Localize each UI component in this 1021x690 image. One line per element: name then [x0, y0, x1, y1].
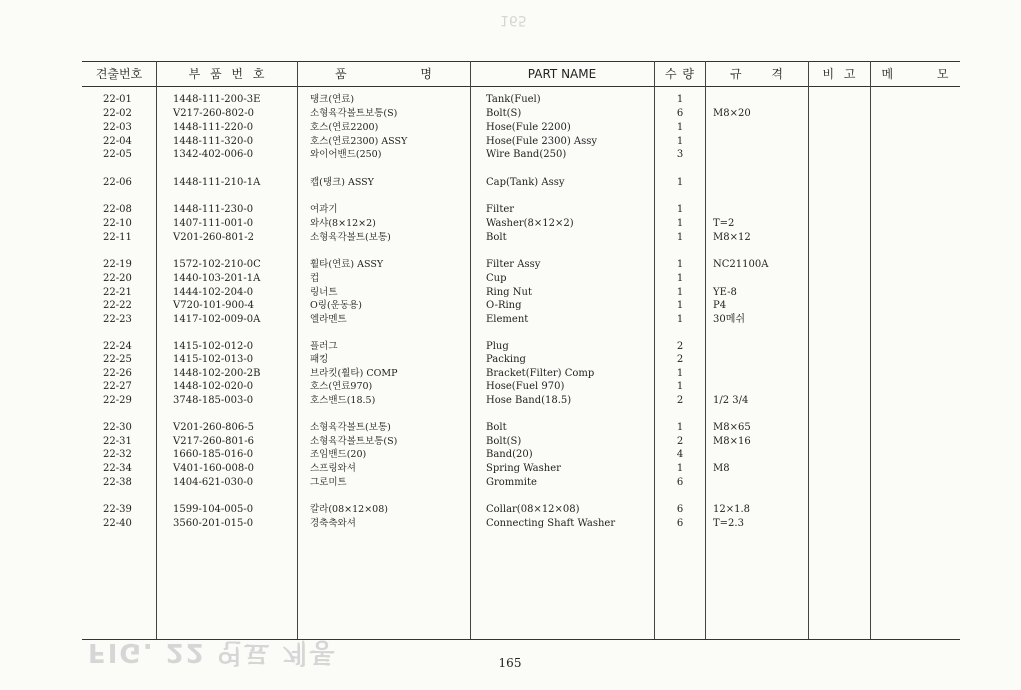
cell-name-en: Filter — [486, 204, 515, 215]
cell-qty: 6 — [676, 477, 684, 488]
cell-name-ko: 와이어밴드(250) — [310, 149, 382, 160]
cell-qty: 6 — [676, 518, 684, 529]
table-row — [0, 258, 1021, 272]
cell-qty: 1 — [676, 300, 684, 311]
cell-qty: 1 — [676, 204, 684, 215]
cell-no: 22-34 — [103, 463, 132, 474]
cell-name-en: Bolt — [486, 232, 507, 243]
cell-name-ko: 소형육각볼트보통(S) — [310, 436, 398, 447]
table-bottom-rule — [82, 639, 960, 640]
table-row — [0, 148, 1021, 162]
cell-spec: M8×12 — [713, 232, 751, 243]
cell-no: 22-31 — [103, 436, 132, 447]
cell-part-no: V720-101-900-4 — [173, 300, 254, 311]
cell-name-ko: 링너트 — [310, 287, 338, 298]
cell-spec: T=2 — [713, 218, 735, 229]
cell-part-no: 3560-201-015-0 — [173, 518, 254, 529]
cell-name-en: Washer(8×12×2) — [486, 218, 574, 229]
cell-name-ko: 컵 — [310, 273, 320, 284]
bleed-through-text-bottom: FIG. 22 연료 계통 — [88, 637, 337, 667]
cell-no: 22-39 — [103, 504, 132, 515]
cell-name-en: Tank(Fuel) — [486, 94, 541, 105]
table-row — [0, 176, 1021, 190]
cell-name-en: Hose Band(18.5) — [486, 395, 572, 406]
cell-part-no: 1448-111-220-0 — [173, 122, 254, 133]
cell-qty: 1 — [676, 136, 684, 147]
cell-name-en: Cap(Tank) Assy — [486, 177, 565, 188]
table-row — [0, 203, 1021, 217]
cell-qty: 1 — [676, 287, 684, 298]
table-row — [0, 121, 1021, 135]
cell-name-en: Ring Nut — [486, 287, 532, 298]
cell-part-no: 1415-102-013-0 — [173, 354, 254, 365]
cell-name-ko: 조임밴드(20) — [310, 449, 367, 460]
header-spec: 규 격 — [730, 67, 783, 81]
cell-part-no: 1448-111-200-3E — [173, 94, 261, 105]
cell-spec: YE-8 — [713, 287, 737, 298]
cell-spec — [713, 121, 803, 135]
header-qty: 수 량 — [665, 67, 694, 81]
cell-name-ko: 스프링와셔 — [310, 463, 356, 474]
table-row — [0, 435, 1021, 449]
cell-part-no: V217-260-801-6 — [173, 436, 254, 447]
cell-qty: 1 — [676, 122, 684, 133]
table-header-rule — [82, 86, 960, 87]
cell-name-en: Bolt(S) — [486, 108, 522, 119]
cell-part-no: 3748-185-003-0 — [173, 395, 254, 406]
cell-part-no: 1440-103-201-1A — [173, 273, 261, 284]
cell-qty: 1 — [676, 218, 684, 229]
cell-name-ko: 경축축와셔 — [310, 518, 356, 529]
cell-name-en: Plug — [486, 341, 509, 352]
cell-part-no: 1448-111-320-0 — [173, 136, 254, 147]
cell-qty: 6 — [676, 504, 684, 515]
cell-qty: 1 — [676, 232, 684, 243]
cell-part-no: V217-260-802-0 — [173, 108, 254, 119]
cell-part-no: 1448-111-210-1A — [173, 177, 261, 188]
cell-name-ko: 호스(연료2200) — [310, 122, 379, 133]
cell-no: 22-27 — [103, 381, 132, 392]
cell-no: 22-05 — [103, 149, 132, 160]
cell-spec — [713, 203, 803, 217]
cell-spec — [713, 367, 803, 381]
cell-spec: M8 — [713, 463, 730, 474]
cell-part-no: 1448-102-200-2B — [173, 368, 261, 379]
cell-name-ko: 소형육각볼트(보통) — [310, 232, 391, 243]
cell-name-en: Connecting Shaft Washer — [486, 518, 616, 529]
cell-qty: 3 — [676, 149, 684, 160]
cell-no: 22-21 — [103, 287, 132, 298]
cell-qty: 1 — [676, 463, 684, 474]
cell-spec: M8×65 — [713, 422, 751, 433]
cell-part-no: V201-260-806-5 — [173, 422, 254, 433]
table-row — [0, 217, 1021, 231]
table-row — [0, 476, 1021, 490]
cell-no: 22-20 — [103, 273, 132, 284]
cell-name-en: Band(20) — [486, 449, 533, 460]
cell-no: 22-11 — [103, 232, 132, 243]
cell-part-no: 1417-102-009-0A — [173, 314, 261, 325]
cell-name-ko: 패킹 — [310, 354, 329, 365]
table-row — [0, 231, 1021, 245]
cell-part-no: V401-160-008-0 — [173, 463, 254, 474]
cell-no: 22-32 — [103, 449, 132, 460]
cell-spec — [713, 93, 803, 107]
cell-qty: 1 — [676, 177, 684, 188]
cell-no: 22-06 — [103, 177, 132, 188]
cell-name-ko: 소형육각볼트보통(S) — [310, 108, 398, 119]
cell-no: 22-01 — [103, 94, 132, 105]
table-row — [0, 135, 1021, 149]
cell-no: 22-30 — [103, 422, 132, 433]
cell-spec: M8×16 — [713, 436, 751, 447]
cell-name-ko: 브라킷(휠타) COMP — [310, 368, 398, 379]
cell-no: 22-02 — [103, 108, 132, 119]
cell-spec: T=2.3 — [713, 518, 744, 529]
table-row — [0, 353, 1021, 367]
cell-name-ko: 휠타(연료) ASSY — [310, 259, 384, 270]
cell-spec — [713, 448, 803, 462]
cell-no: 22-40 — [103, 518, 132, 529]
cell-part-no: 1404-621-030-0 — [173, 477, 254, 488]
table-row — [0, 394, 1021, 408]
header-part-no: 부 품 번 호 — [188, 67, 265, 81]
cell-name-ko: 호스(연료970) — [310, 381, 373, 392]
cell-spec — [713, 135, 803, 149]
cell-name-en: Element — [486, 314, 529, 325]
cell-part-no: 1444-102-204-0 — [173, 287, 254, 298]
cell-name-ko: O링(운동용) — [310, 300, 362, 311]
cell-spec — [713, 176, 803, 190]
cell-qty: 1 — [676, 368, 684, 379]
cell-spec: NC21100A — [713, 259, 769, 270]
cell-spec — [713, 353, 803, 367]
cell-name-en: Hose(Fuel 970) — [486, 381, 565, 392]
cell-name-en: Filter Assy — [486, 259, 541, 270]
cell-qty: 1 — [676, 381, 684, 392]
cell-name-en: Collar(08×12×08) — [486, 504, 580, 515]
cell-name-ko: 와샤(8×12×2) — [310, 218, 376, 229]
cell-name-en: Hose(Fule 2300) Assy — [486, 136, 598, 147]
cell-spec — [713, 476, 803, 490]
cell-no: 22-19 — [103, 259, 132, 270]
cell-qty: 2 — [676, 395, 684, 406]
cell-spec: 30메쉬 — [713, 314, 746, 325]
cell-part-no: 1599-104-005-0 — [173, 504, 254, 515]
table-row — [0, 299, 1021, 313]
table-row — [0, 503, 1021, 517]
header-remarks: 비 고 — [822, 67, 856, 81]
cell-name-en: Packing — [486, 354, 526, 365]
cell-name-ko: 호스(연료2300) ASSY — [310, 136, 408, 147]
table-row — [0, 93, 1021, 107]
cell-no: 22-22 — [103, 300, 132, 311]
cell-no: 22-23 — [103, 314, 132, 325]
cell-name-en: Wire Band(250) — [486, 149, 567, 160]
cell-name-ko: 호스밴드(18.5) — [310, 395, 376, 406]
cell-qty: 1 — [676, 422, 684, 433]
cell-no: 22-25 — [103, 354, 132, 365]
cell-no: 22-04 — [103, 136, 132, 147]
table-row — [0, 380, 1021, 394]
cell-qty: 2 — [676, 354, 684, 365]
cell-part-no: 1448-111-230-0 — [173, 204, 254, 215]
cell-no: 22-08 — [103, 204, 132, 215]
cell-spec: M8×20 — [713, 108, 751, 119]
cell-part-no: V201-260-801-2 — [173, 232, 254, 243]
cell-no: 22-26 — [103, 368, 132, 379]
cell-qty: 4 — [676, 449, 684, 460]
cell-name-en: Cup — [486, 273, 507, 284]
cell-spec — [713, 272, 803, 286]
cell-name-ko: 캡(탱크) ASSY — [310, 177, 374, 188]
cell-no: 22-24 — [103, 341, 132, 352]
cell-no: 22-29 — [103, 395, 132, 406]
table-row — [0, 340, 1021, 354]
cell-no: 22-10 — [103, 218, 132, 229]
cell-name-en: Grommite — [486, 477, 537, 488]
table-row — [0, 107, 1021, 121]
cell-spec — [713, 340, 803, 354]
cell-name-en: Spring Washer — [486, 463, 561, 474]
cell-qty: 1 — [676, 94, 684, 105]
cell-name-ko: 소형육각볼트(보통) — [310, 422, 391, 433]
cell-name-en: Hose(Fule 2200) — [486, 122, 571, 133]
cell-qty: 2 — [676, 341, 684, 352]
bleed-through-text-top: 165 — [500, 12, 527, 28]
cell-name-ko: 플러그 — [310, 341, 338, 352]
cell-qty: 6 — [676, 108, 684, 119]
header-memo: 메 모 — [881, 67, 949, 81]
table-row — [0, 313, 1021, 327]
cell-name-ko: 그로미트 — [310, 477, 347, 488]
header-part-name: PART NAME — [527, 67, 597, 81]
cell-part-no: 1342-402-006-0 — [173, 149, 254, 160]
cell-name-ko: 탱크(연료) — [310, 94, 355, 105]
cell-name-ko: 칼라(08×12×08) — [310, 504, 388, 515]
header-no: 견출번호 — [95, 67, 143, 81]
cell-qty: 1 — [676, 314, 684, 325]
cell-part-no: 1415-102-012-0 — [173, 341, 254, 352]
table-row — [0, 462, 1021, 476]
table-row — [0, 517, 1021, 531]
cell-spec: 1/2 3/4 — [713, 395, 749, 406]
cell-name-ko: 여과기 — [310, 204, 338, 215]
cell-qty: 1 — [676, 273, 684, 284]
table-row — [0, 272, 1021, 286]
table-row — [0, 286, 1021, 300]
cell-name-en: Bolt — [486, 422, 507, 433]
cell-spec — [713, 148, 803, 162]
cell-name-en: Bolt(S) — [486, 436, 522, 447]
cell-part-no: 1572-102-210-0C — [173, 259, 261, 270]
cell-no: 22-38 — [103, 477, 132, 488]
cell-spec: P4 — [713, 300, 727, 311]
table-row — [0, 421, 1021, 435]
cell-name-en: O-Ring — [486, 300, 522, 311]
cell-name-ko: 엘라멘트 — [310, 314, 347, 325]
cell-qty: 1 — [676, 259, 684, 270]
table-row — [0, 367, 1021, 381]
cell-spec: 12×1.8 — [713, 504, 751, 515]
cell-part-no: 1660-185-016-0 — [173, 449, 254, 460]
cell-part-no: 1448-102-020-0 — [173, 381, 254, 392]
table-row — [0, 448, 1021, 462]
cell-name-en: Bracket(Filter) Comp — [486, 368, 595, 379]
cell-spec — [713, 380, 803, 394]
cell-no: 22-03 — [103, 122, 132, 133]
header-name-ko: 품 명 — [335, 67, 432, 81]
cell-part-no: 1407-111-001-0 — [173, 218, 254, 229]
page-number: 165 — [498, 656, 522, 670]
cell-qty: 2 — [676, 436, 684, 447]
